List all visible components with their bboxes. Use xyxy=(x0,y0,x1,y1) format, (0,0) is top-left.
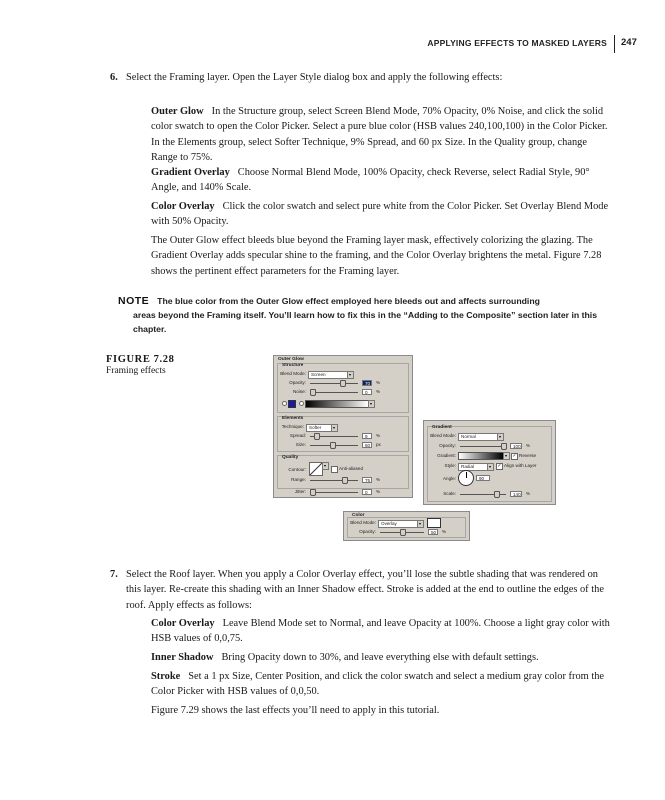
size-slider[interactable] xyxy=(310,445,358,446)
spread-slider[interactable] xyxy=(310,436,358,437)
color-overlay-paragraph xyxy=(151,199,610,230)
panel-title: Outer Glow xyxy=(278,357,304,362)
slider-knob[interactable] xyxy=(400,529,406,536)
note-continuation: areas beyond the Framing itself. You’ll learn how to fix this in the “Adding to the Composite” section later in this chapter. xyxy=(133,310,598,334)
step-7-intro xyxy=(110,567,610,613)
slider-knob[interactable] xyxy=(310,489,316,496)
paragraph-lead: Inner Shadow xyxy=(151,652,214,663)
scale-label: Scale: xyxy=(443,491,456,496)
percent-unit: % xyxy=(526,443,531,448)
chapter-title: APPLYING EFFECTS TO MASKED LAYERS xyxy=(427,38,607,48)
gradient-overlay-paragraph xyxy=(151,165,610,196)
gradient-preview[interactable] xyxy=(458,452,504,460)
opacity-slider[interactable] xyxy=(380,532,424,533)
reverse-checkbox[interactable]: ✓ xyxy=(512,453,517,459)
gradient-picker-select[interactable] xyxy=(368,400,375,408)
figure-label: FIGURE 7.28 xyxy=(106,354,175,365)
note-tag: NOTE xyxy=(118,295,150,307)
align-with-layer-checkbox[interactable]: ✓ xyxy=(497,463,502,469)
jitter-slider[interactable] xyxy=(310,492,358,493)
header-divider xyxy=(614,35,615,53)
chevron-down-icon xyxy=(368,401,374,407)
figure-caption: Framing effects xyxy=(106,366,166,376)
step-number: 6. xyxy=(110,72,118,83)
px-unit: px xyxy=(376,442,381,447)
gradient-radio[interactable] xyxy=(299,401,304,406)
chevron-down-icon xyxy=(497,434,503,440)
range-input[interactable]: 75 xyxy=(362,477,372,483)
running-header xyxy=(0,37,665,53)
spread-label: Spread: xyxy=(289,433,306,438)
angle-label: Angle: xyxy=(442,476,456,481)
chevron-down-icon xyxy=(331,425,337,431)
blend-mode-select[interactable] xyxy=(458,433,504,441)
overlay-color-swatch[interactable] xyxy=(427,518,441,528)
percent-unit: % xyxy=(376,477,381,482)
note-first-line: The blue color from the Outer Glow effect employed here bleeds out and affects surrounding xyxy=(157,296,540,306)
technique-label: Technique: xyxy=(281,424,304,429)
step-number: 7. xyxy=(110,569,118,580)
step-text: Select the Roof layer. When you apply a Color Overlay effect, you’ll lose the subtle shading that was rendered on this layer. Re-create this shading with an Inner Shadow effect. Stroke is added at the end to outline the edges of the roof. Apply effects as follows: xyxy=(126,569,604,611)
align-with-layer-label: Align with Layer xyxy=(504,463,537,468)
glow-color-swatch[interactable] xyxy=(288,400,296,408)
slider-knob[interactable] xyxy=(340,380,346,387)
step-text: Select the Framing layer. Open the Layer Style dialog box and apply the following effects: xyxy=(126,72,503,83)
contour-preview[interactable] xyxy=(309,462,323,476)
inner-shadow-paragraph xyxy=(151,650,610,665)
closing-paragraph: Figure 7.29 shows the last effects you’ll need to apply in this tutorial. xyxy=(151,705,440,716)
group-title: Elements xyxy=(282,416,304,421)
opacity-input[interactable]: 50 xyxy=(428,529,438,535)
opacity-label: Opacity: xyxy=(359,529,376,534)
contour-picker-select[interactable] xyxy=(322,462,329,470)
paragraph-lead: Outer Glow xyxy=(151,106,204,117)
gradient-label: Gradient: xyxy=(437,453,456,458)
select-value: Overlay xyxy=(381,521,397,526)
paragraph-text: Click the color swatch and select pure white from the Color Picker. Set Overlay Blend Mode with 50% Opacity. xyxy=(151,201,609,228)
scale-input[interactable]: 140 xyxy=(510,491,522,497)
percent-unit: % xyxy=(376,433,381,438)
paragraph-lead: Color Overlay xyxy=(151,618,215,629)
percent-unit: % xyxy=(442,529,447,534)
outer-glow-paragraph xyxy=(151,104,610,165)
paragraph-lead: Gradient Overlay xyxy=(151,167,230,178)
reverse-label: Reverse xyxy=(519,453,537,458)
percent-unit: % xyxy=(376,380,381,385)
opacity-input[interactable]: 100 xyxy=(510,443,522,449)
select-value: Softer xyxy=(309,425,322,430)
paragraph-text: Leave Blend Mode set to Normal, and leave Opacity at 100%. Choose a light gray color with HSB values of 0,0,75. xyxy=(151,618,610,645)
contour-curve-icon xyxy=(310,463,322,475)
range-label: Range: xyxy=(291,477,306,482)
paragraph-lead: Color Overlay xyxy=(151,201,215,212)
jitter-label: Jitter: xyxy=(294,489,306,494)
outer-glow-panel-bottom xyxy=(273,489,413,498)
note-box xyxy=(118,294,606,336)
roof-color-overlay-paragraph xyxy=(151,616,610,647)
gradient-overlay-panel xyxy=(423,420,556,505)
paragraph-text: In the Structure group, select Screen Blend Mode, 70% Opacity, 0% Noise, and click the solid color swatch to open the Color Picker. Select a pure blue color (HSB values 240,100,100) in the Color Picker. In the Elements group, select Softer Technique, 9% Spread, and 60 px Size. In the Quality group, change Range to 75%. xyxy=(151,106,608,163)
slider-knob[interactable] xyxy=(314,433,320,440)
scale-slider[interactable] xyxy=(460,494,506,495)
select-value: Normal xyxy=(461,434,476,439)
percent-unit: % xyxy=(376,389,381,394)
antialiased-label: Anti-aliased xyxy=(339,466,364,471)
jitter-input[interactable]: 0 xyxy=(362,489,372,495)
technique-select[interactable] xyxy=(306,424,338,432)
slider-knob[interactable] xyxy=(310,389,316,396)
style-label: Style: xyxy=(444,463,456,468)
blend-label: Blend Mode: xyxy=(280,371,306,376)
size-input[interactable]: 60 xyxy=(362,442,372,448)
glow-gradient-preview[interactable] xyxy=(305,400,369,408)
chevron-down-icon xyxy=(417,521,423,527)
spread-input[interactable]: 9 xyxy=(362,433,372,439)
group-title: Quality xyxy=(282,455,299,460)
slider-knob[interactable] xyxy=(501,443,507,450)
angle-input[interactable]: 90 xyxy=(476,475,490,481)
select-value: Screen xyxy=(311,372,326,377)
noise-input[interactable]: 0 xyxy=(362,389,372,395)
summary-paragraph: The Outer Glow effect bleeds blue beyond the Framing layer mask, effectively colorizing the glazing. The Gradient Overlay adds specular shine to the framing, and the Color Overlay brightens the metal. Figure 7.28 shows the pertinent effect parameters for the Framing layer. xyxy=(151,235,602,277)
panel-title: Gradient xyxy=(432,425,452,430)
antialiased-checkbox[interactable] xyxy=(331,466,338,473)
slider-knob[interactable] xyxy=(342,477,348,484)
blend-label: Blend Mode: xyxy=(430,433,456,438)
blend-mode-select[interactable] xyxy=(308,371,354,379)
percent-unit: % xyxy=(526,491,531,496)
range-slider[interactable] xyxy=(310,480,358,481)
slider-knob[interactable] xyxy=(330,442,336,449)
paragraph-text: Choose Normal Blend Mode, 100% Opacity, check Reverse, select Radial Style, 90° Angle, and 140% Scale. xyxy=(151,167,590,194)
opacity-label: Opacity: xyxy=(289,380,306,385)
step-6-intro xyxy=(110,70,610,85)
noise-slider[interactable] xyxy=(310,392,358,393)
contour-label: Contour: xyxy=(288,467,306,472)
solid-color-radio[interactable] xyxy=(282,401,287,406)
paragraph-text: Bring Opacity down to 30%, and leave everything else with default settings. xyxy=(221,652,539,663)
slider-knob[interactable] xyxy=(494,491,500,498)
panel-title: Color xyxy=(352,513,365,518)
angle-needle xyxy=(466,472,467,478)
chevron-down-icon xyxy=(322,463,328,469)
opacity-slider[interactable] xyxy=(310,383,358,384)
opacity-label: Opacity: xyxy=(439,443,456,448)
outer-glow-panel xyxy=(273,355,413,491)
group-title: Structure xyxy=(282,363,304,368)
angle-dial[interactable] xyxy=(458,470,474,486)
opacity-input[interactable]: 70 xyxy=(362,380,372,386)
noise-label: Noise: xyxy=(292,389,306,394)
select-value: Radial xyxy=(461,464,475,469)
page-number: 247 xyxy=(621,37,637,48)
paragraph-text: Set a 1 px Size, Center Position, and click the color swatch and select a medium gray color from the Color Picker with HSB values of 0,0,50. xyxy=(151,671,605,698)
chevron-down-icon xyxy=(503,453,509,459)
chevron-down-icon xyxy=(487,464,493,470)
blend-label: Blend Mode: xyxy=(350,520,376,525)
size-label: Size: xyxy=(295,442,306,447)
paragraph-lead: Stroke xyxy=(151,671,181,682)
stroke-paragraph xyxy=(151,669,610,700)
gradient-picker-select[interactable] xyxy=(503,452,510,460)
percent-unit: % xyxy=(376,489,381,494)
chevron-down-icon xyxy=(347,372,353,378)
opacity-slider[interactable] xyxy=(460,446,506,447)
color-overlay-panel xyxy=(343,511,470,541)
blend-mode-select[interactable] xyxy=(378,520,424,528)
